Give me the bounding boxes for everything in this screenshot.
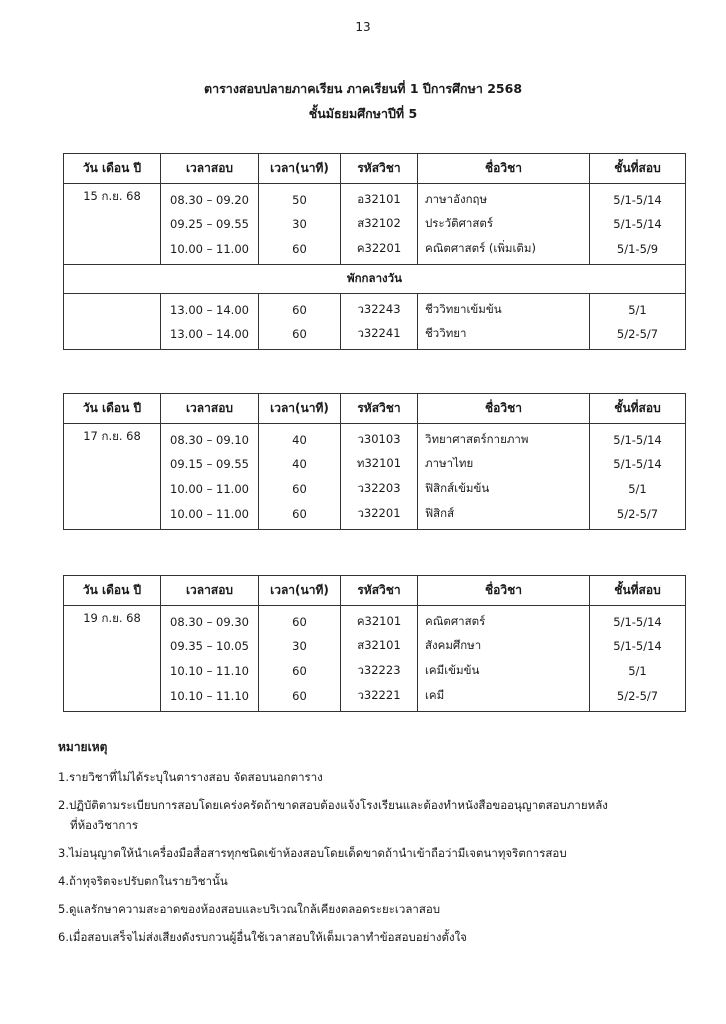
table-header-row — [64, 394, 686, 424]
exam-date: 17 ก.ย. 68 — [64, 424, 161, 530]
exam-minutes: 60 — [259, 606, 341, 634]
exam-classes: 5/1-5/14 — [590, 424, 686, 452]
exam-classes: 5/1 — [590, 294, 686, 322]
exam-minutes: 60 — [259, 236, 341, 265]
note-item: 5.ดูแลรักษาความสะอาดของห้องสอบและบริเวณใกล้เคียงตลอดระยะเวลาสอบ — [58, 902, 441, 916]
lunch-break-row — [64, 265, 686, 294]
header-date: วัน เดือน ปี — [64, 394, 161, 424]
exam-time: 08.30 – 09.10 — [161, 424, 259, 452]
header-classes: ชั้นที่สอบ — [590, 576, 686, 606]
subject-code: ว32243 — [341, 294, 418, 322]
exam-classes: 5/1-5/14 — [590, 451, 686, 476]
subject-name: เคมี — [418, 683, 590, 712]
table-row — [64, 184, 686, 212]
exam-time: 10.00 – 11.00 — [161, 236, 259, 265]
header-minutes: เวลา(นาที) — [259, 394, 341, 424]
notes-heading: หมายเหตุ — [58, 740, 108, 754]
note-item: 6.เมื่อสอบเสร็จไม่ส่งเสียงดังรบกวนผู้อื่นใช้เวลาสอบให้เต็มเวลาทำข้อสอบอย่างตั้งใจ — [58, 930, 467, 944]
exam-date: 19 ก.ย. 68 — [64, 606, 161, 712]
exam-classes: 5/1-5/14 — [590, 633, 686, 658]
subject-code: ว32241 — [341, 321, 418, 350]
subject-code: ท32101 — [341, 451, 418, 476]
header-date: วัน เดือน ปี — [64, 576, 161, 606]
subject-name: คณิตศาสตร์ — [418, 606, 590, 634]
subject-name: ประวัติศาสตร์ — [418, 211, 590, 236]
exam-classes: 5/2-5/7 — [590, 501, 686, 530]
header-code: รหัสวิชา — [341, 576, 418, 606]
subject-name: ภาษาไทย — [418, 451, 590, 476]
exam-time: 10.10 – 11.10 — [161, 658, 259, 683]
header-time: เวลาสอบ — [161, 154, 259, 184]
exam-table-day1 — [63, 153, 686, 350]
note-item: 4.ถ้าทุจริตจะปรับตกในรายวิชานั้น — [58, 874, 228, 888]
note-item-continued: ที่ห้องวิชาการ — [70, 818, 139, 832]
header-date: วัน เดือน ปี — [64, 154, 161, 184]
header-minutes: เวลา(นาที) — [259, 154, 341, 184]
exam-time: 09.25 – 09.55 — [161, 211, 259, 236]
exam-minutes: 60 — [259, 294, 341, 322]
subject-name: ภาษาอังกฤษ — [418, 184, 590, 212]
schedule-title: ตารางสอบปลายภาคเรียน ภาคเรียนที่ 1 ปีการศึกษา 2568 — [203, 81, 523, 96]
header-subject: ชื่อวิชา — [418, 394, 590, 424]
subject-name: ชีววิทยา — [418, 321, 590, 350]
exam-date: 15 ก.ย. 68 — [64, 184, 161, 265]
exam-classes: 5/1-5/14 — [590, 606, 686, 634]
header-classes: ชั้นที่สอบ — [590, 154, 686, 184]
header-minutes: เวลา(นาที) — [259, 576, 341, 606]
subject-code: ค32101 — [341, 606, 418, 634]
subject-code: ว32203 — [341, 476, 418, 501]
exam-classes: 5/2-5/7 — [590, 321, 686, 350]
subject-code: ค32201 — [341, 236, 418, 265]
exam-classes: 5/1 — [590, 476, 686, 501]
table-row — [64, 606, 686, 634]
exam-minutes: 60 — [259, 501, 341, 530]
exam-classes: 5/1-5/14 — [590, 184, 686, 212]
subject-code: ว30103 — [341, 424, 418, 452]
exam-minutes: 40 — [259, 451, 341, 476]
subject-code: ว32221 — [341, 683, 418, 712]
header-code: รหัสวิชา — [341, 394, 418, 424]
exam-time: 10.00 – 11.00 — [161, 501, 259, 530]
note-item: 2.ปฏิบัติตามระเบียบการสอบโดยเคร่งครัดถ้าขาดสอบต้องแจ้งโรงเรียนและต้องทำหนังสือขออนุญาตสอบภายหลัง — [58, 798, 608, 812]
header-time: เวลาสอบ — [161, 394, 259, 424]
subject-code: ว32223 — [341, 658, 418, 683]
notes-section — [58, 738, 698, 955]
subject-code: ว32201 — [341, 501, 418, 530]
page-number: 13 — [355, 20, 371, 34]
header-time: เวลาสอบ — [161, 576, 259, 606]
header-classes: ชั้นที่สอบ — [590, 394, 686, 424]
header-subject: ชื่อวิชา — [418, 576, 590, 606]
exam-table-day2 — [63, 393, 686, 530]
header-code: รหัสวิชา — [341, 154, 418, 184]
exam-minutes: 60 — [259, 658, 341, 683]
exam-minutes: 60 — [259, 683, 341, 712]
exam-time: 13.00 – 14.00 — [161, 321, 259, 350]
exam-minutes: 60 — [259, 476, 341, 501]
exam-time: 09.35 – 10.05 — [161, 633, 259, 658]
exam-classes: 5/1 — [590, 658, 686, 683]
table-row — [64, 424, 686, 452]
note-item: 1.รายวิชาที่ไม่ได้ระบุในตารางสอบ จัดสอบนอกตาราง — [58, 770, 323, 784]
subject-name: วิทยาศาสตร์กายภาพ — [418, 424, 590, 452]
exam-table-day3 — [63, 575, 686, 712]
exam-classes: 5/2-5/7 — [590, 683, 686, 712]
subject-name: สังคมศึกษา — [418, 633, 590, 658]
table-row — [64, 294, 686, 322]
exam-time: 10.00 – 11.00 — [161, 476, 259, 501]
subject-code: อ32101 — [341, 184, 418, 212]
subject-code: ส32102 — [341, 211, 418, 236]
lunch-break-label: พักกลางวัน — [64, 265, 686, 294]
subject-name: เคมีเข้มข้น — [418, 658, 590, 683]
table-header-row — [64, 576, 686, 606]
subject-name: ฟิสิกส์ — [418, 501, 590, 530]
schedule-subtitle: ชั้นมัธยมศึกษาปีที่ 5 — [308, 106, 418, 121]
exam-minutes: 60 — [259, 321, 341, 350]
exam-time: 08.30 – 09.30 — [161, 606, 259, 634]
subject-name: คณิตศาสตร์ (เพิ่มเติม) — [418, 236, 590, 265]
exam-minutes: 30 — [259, 211, 341, 236]
note-item: 3.ไม่อนุญาตให้นำเครื่องมือสื่อสารทุกชนิดเข้าห้องสอบโดยเด็ดขาดถ้านำเข้าถือว่ามีเจตนาทุจริตการสอบ — [58, 846, 567, 860]
header-subject: ชื่อวิชา — [418, 154, 590, 184]
subject-name: ชีววิทยาเข้มข้น — [418, 294, 590, 322]
exam-minutes: 50 — [259, 184, 341, 212]
exam-classes: 5/1-5/14 — [590, 211, 686, 236]
exam-classes: 5/1-5/9 — [590, 236, 686, 265]
exam-minutes: 40 — [259, 424, 341, 452]
subject-name: ฟิสิกส์เข้มข้น — [418, 476, 590, 501]
exam-time: 08.30 – 09.20 — [161, 184, 259, 212]
subject-code: ส32101 — [341, 633, 418, 658]
exam-date-empty — [64, 294, 161, 350]
exam-time: 10.10 – 11.10 — [161, 683, 259, 712]
table-header-row — [64, 154, 686, 184]
exam-time: 13.00 – 14.00 — [161, 294, 259, 322]
exam-minutes: 30 — [259, 633, 341, 658]
exam-time: 09.15 – 09.55 — [161, 451, 259, 476]
